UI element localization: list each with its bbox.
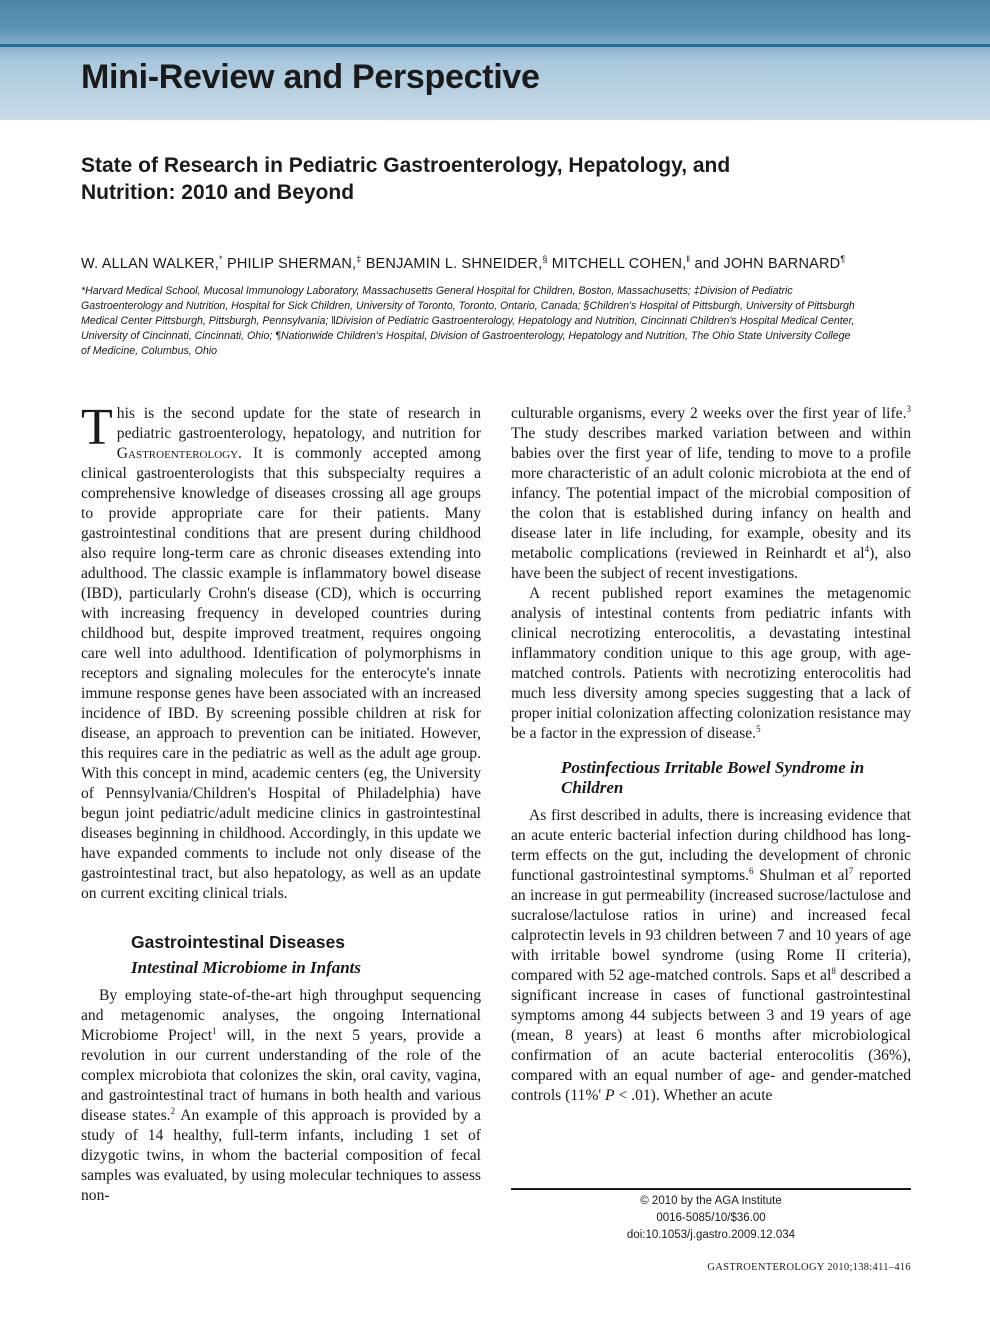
journal-name: Gastroenterology xyxy=(116,445,239,462)
issn-line: 0016-5085/10/$36.00 xyxy=(656,1212,766,1224)
nec-paragraph xyxy=(511,584,911,744)
body-text: An example of this approach is provided by a study of 14 healthy, full-term infants, including 1 set of dizygotic twins, in whom the bacterial composition of fecal samples was evaluated, by using molecular techniques to assess non- xyxy=(81,1107,481,1204)
author-2-mark: ‡ xyxy=(356,254,362,264)
body-text: culturable organisms, every 2 weeks over the first year of life. xyxy=(511,405,907,422)
author-list xyxy=(81,254,911,272)
left-column xyxy=(81,399,481,1206)
subheading-microbiome: Intestinal Microbiome in Infants xyxy=(131,958,362,977)
author-3-mark: § xyxy=(542,254,548,264)
citation-ref[interactable]: 8 xyxy=(831,965,836,976)
author-1: W. ALLAN WALKER, xyxy=(81,255,220,272)
affiliation-line: Gastroenterology and Nutrition, Hospital for Sick Children, University of Toronto, Toronto, Ontario, Canada; §Children's Hospital of Pittsburgh, University of Pittsburgh xyxy=(81,300,855,313)
right-column xyxy=(511,404,911,1106)
body-text: By employing state-of-the-art high throughput sequencing and metagenomic analyses, the ongoing International Microbiome Project xyxy=(81,987,481,1044)
subheading-ibs: Postinfectious Irritable Bowel Syndrome in Children xyxy=(561,758,865,797)
doi-line[interactable]: doi:10.1053/j.gastro.2009.12.034 xyxy=(626,1229,796,1241)
body-text: reported an increase in gut permeability (increased sucrose/lactulose and sucralose/lactulose ratios in urine) and increased fecal calprotectin levels in 93 children between 7 and 10 years of age with irritable bowel syndrome (using Rome II criteria), compared with 52 age-matched controls. Saps et al xyxy=(511,867,912,984)
body-text: < .01). Whether an acute xyxy=(614,1087,773,1104)
p-value-symbol: P xyxy=(605,1087,615,1104)
copyright-block xyxy=(511,1193,911,1244)
intro-paragraph xyxy=(81,399,481,904)
affiliation-line: Medical Center Pittsburgh, Pittsburgh, Pennsylvania; ‖Division of Pediatric Gastroenterology, Hepatology and Nutrition, Cincinnati Children's Hospital Medical Center, xyxy=(81,315,855,328)
body-text: A recent published report examines the metagenomic analysis of intestinal contents from pediatric infants with clinical necrotizing enterocolitis, a devastating intestinal inflammatory condition unique to this age group, with age-matched controls. Patients with necrotizing enterocolitis had much less diversity among species suggesting that a lack of proper initial colonization affecting colonization resistance may be a factor in the expression of disease. xyxy=(511,585,911,742)
header-rule xyxy=(0,44,990,47)
intro-text: . It is commonly accepted among clinical gastroenterologists that this subspecialty requires a comprehensive knowledge of diseases crossing all age groups to provide appropriate care for their patients. Many gastrointestinal conditions that are present during childhood also require long-term care as chronic diseases extending into adulthood. The classic example is inflammatory bowel disease (IBD), particularly Crohn's disease (CD), which is occurring with increasing frequency in developed countries during childhood but, despite improved treatment, requires ongoing care well into adulthood. Identification of polymorphisms in receptors and signaling molecules for the enterocyte's innate immune response genes have been associated with an increased incidence of IBD. By screening possible children at risk for disease, an approach to prevention can be initiated. However, this requires care in the pediatric as well as the adult age group. With this concept in mind, academic centers (eg, the University of Pennsylvania/Children's Hospital of Philadelphia) have begun joint pediatric/adult medicine clinics in gastrointestinal diseases beginning in childhood. Accordingly, in this update we have expanded comments to include not only disease of the gastrointestinal tract, but also hepatology, as well as an update on current exciting clinical trials. xyxy=(81,445,481,902)
author-4-mark: ‖ xyxy=(686,254,691,264)
affiliation-line: *Harvard Medical School, Mucosal Immunology Laboratory, Massachusetts General Hospital for Children, Boston, Massachusetts; ‡Division of Pediatric xyxy=(81,285,793,297)
citation-ref[interactable]: 1 xyxy=(212,1025,217,1036)
copyright-line: © 2010 by the AGA Institute xyxy=(640,1195,782,1207)
citation-ref[interactable]: 5 xyxy=(756,723,761,734)
citation-ref[interactable]: 2 xyxy=(170,1105,176,1116)
ibs-paragraph xyxy=(511,806,911,1106)
body-text: As first described in adults, there is increasing evidence that an acute enteric bacterial infection during childhood has long-term effects on the gut, including the development of chronic functional gastrointestinal symptoms. xyxy=(511,807,911,884)
continued-paragraph xyxy=(511,404,911,584)
author-1-mark: * xyxy=(219,254,223,264)
intro-text: his is the second update for the state of research in pediatric gastroenterology, hepatology, and nutrition for xyxy=(116,405,481,442)
body-text: The study describes marked variation between and within babies over the first year of life, tending to move to a profile more characteristic of an adult colonic microbiota at the end of infancy. The potential impact of the microbial composition of the colon that is established during infancy on health and disease later in life including, for example, obesity and its metabolic complications (reviewed in Reinhardt et al xyxy=(511,425,911,562)
article-title xyxy=(81,152,901,206)
citation-ref[interactable]: 3 xyxy=(906,403,911,414)
title-line-2: Nutrition: 2010 and Beyond xyxy=(81,181,355,204)
microbiome-paragraph xyxy=(81,986,481,1206)
affiliations xyxy=(81,284,911,359)
affiliation-line: of Medicine, Columbus, Ohio xyxy=(81,345,218,358)
author-2: PHILIP SHERMAN, xyxy=(226,255,357,272)
section-heading-gi: Gastrointestinal Diseases xyxy=(131,932,345,952)
author-4: MITCHELL COHEN, xyxy=(551,255,687,272)
title-line-1: State of Research in Pediatric Gastroenterology, Hepatology, and xyxy=(81,154,731,177)
author-5-mark: ¶ xyxy=(840,254,846,264)
body-text: described a significant increase in cases of functional gastrointestinal symptoms among 44 subjects between 3 and 19 years of age (mean, 8 years) at least 6 months after microbiological confirmation of an acute bacterial enterocolitis (36%), compared with an equal number of age- and gender-matched controls (11%' xyxy=(511,967,912,1104)
section-label: Mini-Review and Perspective xyxy=(81,58,540,96)
affiliation-line: University of Cincinnati, Cincinnati, Ohio; ¶Nationwide Children's Hospital, Division of Gastroenterology, Hepatology and Nutrition, The Ohio State University College xyxy=(81,330,851,343)
author-conjunction: and xyxy=(694,255,720,272)
citation-ref[interactable]: 4 xyxy=(864,543,870,554)
journal-citation: GASTROENTEROLOGY 2010;138:411–416 xyxy=(707,1262,911,1273)
body-text: will, in the next 5 years, provide a revolution in our current understanding of the role of the complex microbiota that colonizes the skin, oral cavity, vagina, and gastrointestinal tract of humans in both health and various disease states. xyxy=(81,1027,481,1124)
citation-ref[interactable]: 6 xyxy=(749,865,754,876)
author-5: JOHN BARNARD xyxy=(723,255,841,272)
body-text: Shulman et al xyxy=(753,867,849,884)
body-text: ), also have been the subject of recent investigations. xyxy=(511,545,911,582)
author-3: BENJAMIN L. SHNEIDER, xyxy=(365,255,543,272)
drop-cap: T xyxy=(81,399,113,456)
copyright-rule xyxy=(511,1188,911,1190)
citation-ref[interactable]: 7 xyxy=(848,865,854,876)
